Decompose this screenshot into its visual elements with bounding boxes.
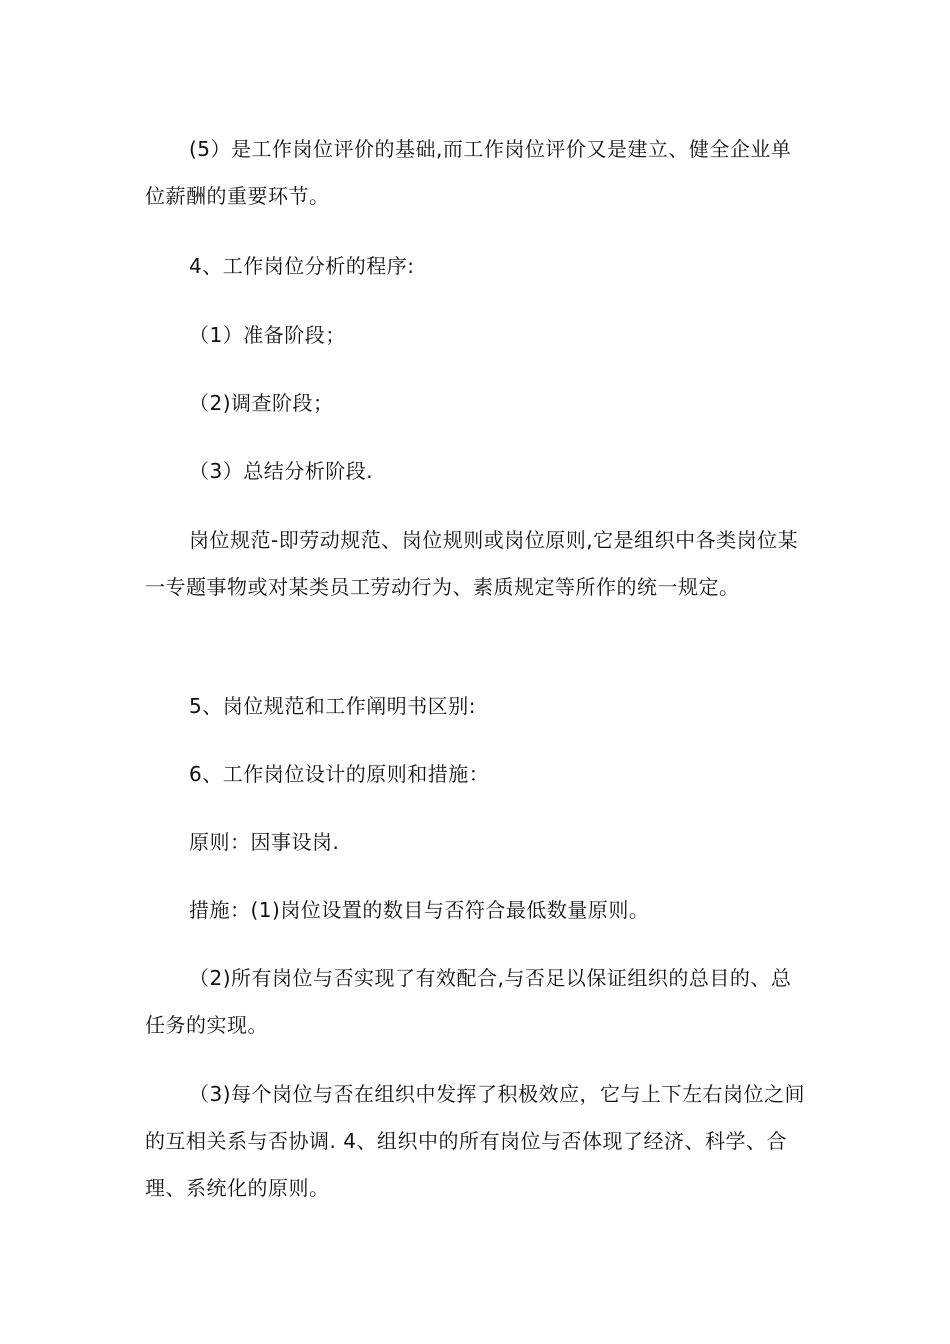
paragraph-measure-3: （3)每个岗位与否在组织中发挥了积极效应，它与上下左右岗位之间的互相关系与否协调. 4、组织中的所有岗位与否体现了经济、科学、合理、系统化的原则。: [145, 1082, 806, 1200]
heading-job-design-principles: 6、工作岗位设计的原则和措施：: [189, 762, 490, 786]
paragraph-job-evaluation-basis: (5）是工作岗位评价的基础,而工作岗位评价又是建立、健全企业单位薪酬的重要环节。: [145, 137, 792, 208]
paragraph-principle: 原则：因事设岗.: [189, 830, 340, 854]
paragraph-measure-1: 措施：(1)岗位设置的数目与否符合最低数量原则。: [189, 898, 650, 922]
heading-job-analysis-procedure: 4、工作岗位分析的程序:: [189, 254, 415, 278]
paragraph-measure-2: （2)所有岗位与否实现了有效配合,与否足以保证组织的总目的、总任务的实现。: [145, 966, 792, 1037]
list-item-preparation-stage: （1）准备阶段；: [189, 323, 346, 347]
list-item-summary-analysis-stage: （3）总结分析阶段.: [189, 459, 374, 483]
list-item-investigation-stage: （2)调查阶段；: [189, 391, 334, 415]
heading-specification-vs-description: 5、岗位规范和工作阐明书区别:: [189, 694, 476, 718]
paragraph-job-specification-definition: 岗位规范-即劳动规范、岗位规则或岗位原则,它是组织中各类岗位某一专题事物或对某类员工劳动行为、素质规定等所作的统一规定。: [145, 528, 799, 599]
